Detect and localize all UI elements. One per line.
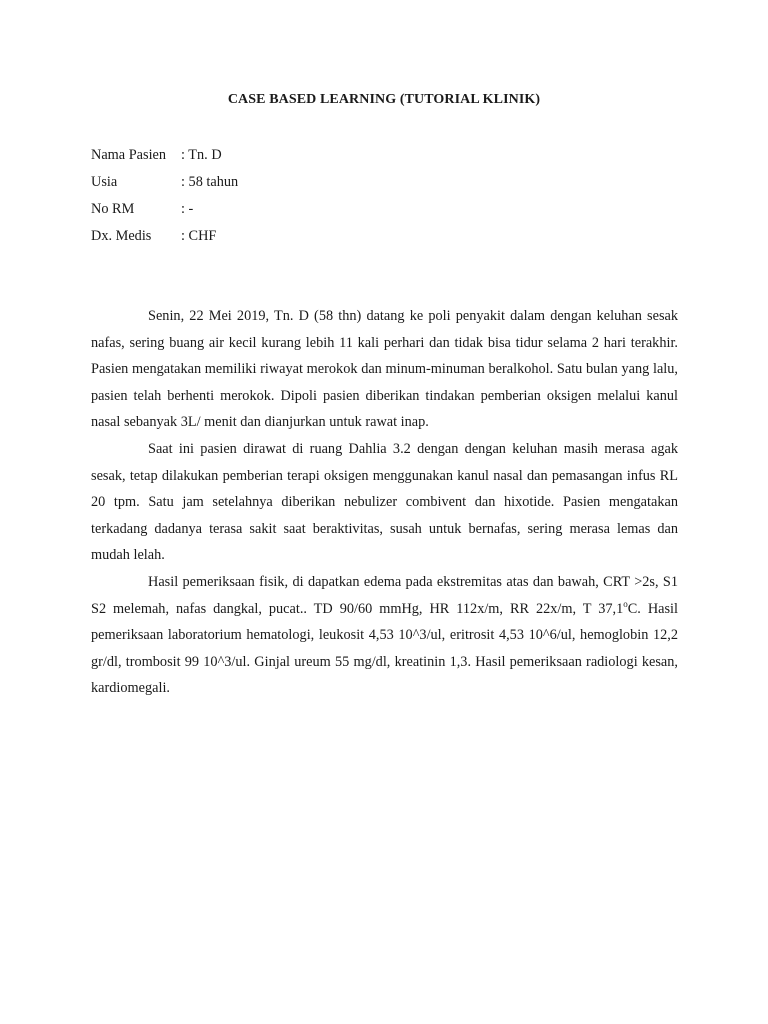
info-label-age: Usia xyxy=(91,174,118,190)
paragraph-visit: Senin, 22 Mei 2019, Tn. D (58 thn) datang ke poli penyakit dalam dengan keluhan sesak nafas, sering buang air kecil kurang lebih 11 kali perhari dan tidak bisa tidur selama 2 hari terakhir. Pasien mengatakan memiliki riwayat merokok dan minum-minuman beralkohol. Satu bulan yang lalu, pasien telah berhenti merokok. Dipoli pasien diberikan tindakan pemberian oksigen melalui kanul nasal sebanyak 3L/ menit dan dianjurkan untuk rawat inap. xyxy=(91,308,678,431)
info-label-rm: No RM xyxy=(91,201,135,217)
patient-info-row-age xyxy=(91,173,238,200)
patient-info xyxy=(91,146,238,254)
paragraph-examination xyxy=(91,569,678,702)
degree-superscript: o xyxy=(623,598,628,609)
info-value-name: : Tn. D xyxy=(181,147,222,163)
document-title: CASE BASED LEARNING (TUTORIAL KLINIK) xyxy=(227,92,541,107)
info-value-rm: : - xyxy=(181,201,194,217)
info-value-diagnosis: : CHF xyxy=(181,228,217,244)
info-label-diagnosis: Dx. Medis xyxy=(91,228,152,244)
exam-text-part-1: Hasil pemeriksaan fisik, di dapatkan edema pada ekstremitas atas dan bawah, CRT >2s, S1 S2 melemah, nafas dangkal, pucat.. TD 90/60 mmHg, HR 112x/m, RR 22x/m, T 37,1 xyxy=(91,573,678,617)
patient-info-row-diagnosis xyxy=(91,227,238,254)
case-narrative xyxy=(91,303,678,702)
exam-text-part-2: C. Hasil pemeriksaan laboratorium hematologi, leukosit 4,53 10^3/ul, eritrosit 4,53 10^6/ul, hemoglobin 12,2 gr/dl, trombosit 99 10^3/ul. Ginjal ureum 55 mg/dl, kreatinin 1,3. Hasil pemeriksaan radiologi kesan, kardiomegali. xyxy=(91,600,678,697)
info-value-age: : 58 tahun xyxy=(181,174,239,190)
info-label-name: Nama Pasien xyxy=(91,147,167,163)
patient-info-row-name xyxy=(91,146,238,173)
patient-info-row-rm xyxy=(91,200,238,227)
paragraph-ward: Saat ini pasien dirawat di ruang Dahlia 3.2 dengan dengan keluhan masih merasa agak sesak, tetap dilakukan pemberian terapi oksigen menggunakan kanul nasal dan pemasangan infus RL 20 tpm. Satu jam setelahnya diberikan nebulizer combivent dan hixotide. Pasien mengatakan terkadang dadanya terasa sakit saat beraktivitas, susah untuk bernafas, sering merasa lemas dan mudah lelah. xyxy=(91,440,678,564)
